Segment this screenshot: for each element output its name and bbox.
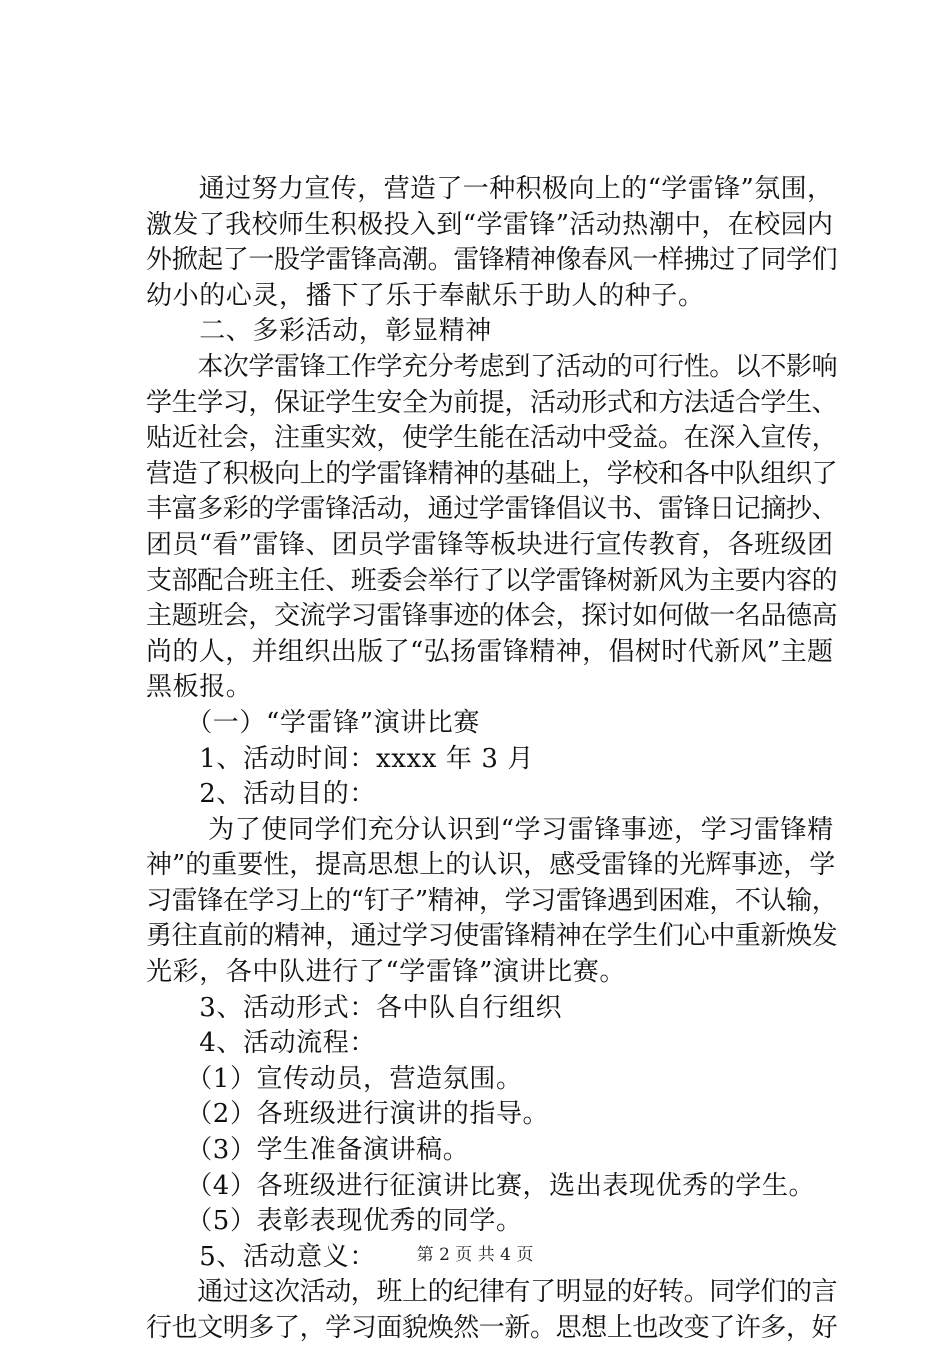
text-line: 为了使同学们充分认识到“学习雷锋事迹，学习雷锋精 <box>146 814 834 845</box>
text-line: 团员“看”雷锋、团员学雷锋等板块进行宣传教育，各班级团 <box>146 529 834 560</box>
text-line: 丰富多彩的学雷锋活动，通过学雷锋倡议书、雷锋日记摘抄、 <box>146 494 838 525</box>
text-line: 勇往直前的精神，通过学习使雷锋精神在学生们心中重新焕发 <box>146 921 838 952</box>
text-line: 本次学雷锋工作学充分考虑到了活动的可行性。以不影响 <box>146 351 838 382</box>
text-line: 5、活动意义： <box>146 1241 376 1272</box>
text-line: 1、活动时间：xxxx 年 3 月 <box>146 743 534 774</box>
text-line: （一）“学雷锋”演讲比赛 <box>146 707 480 738</box>
text-line: （2）各班级进行演讲的指导。 <box>146 1099 550 1130</box>
text-line: 二、多彩活动，彰显精神 <box>146 316 492 347</box>
document-body <box>146 172 836 1347</box>
text-line: 神”的重要性，提高思想上的认识，感受雷锋的光辉事迹，学 <box>146 850 836 881</box>
text-line: 黑板报。 <box>146 672 253 703</box>
text-line: （3）学生准备演讲稿。 <box>146 1135 470 1166</box>
text-line: 支部配合班主任、班委会举行了以学雷锋树新风为主要内容的 <box>146 565 838 596</box>
text-line: （1）宣传动员，营造氛围。 <box>146 1063 523 1094</box>
text-line: 光彩，各中队进行了“学雷锋”演讲比赛。 <box>146 957 626 988</box>
text-line: 行也文明多了，学习面貌焕然一新。思想上也改变了许多，好 <box>146 1313 838 1343</box>
text-line: 学生学习，保证学生安全为前提，活动形式和方法适合学生、 <box>146 387 838 418</box>
text-line: 尚的人，并组织出版了“弘扬雷锋精神，倡树时代新风”主题 <box>146 636 834 667</box>
text-line: 幼小的心灵，播下了乐于奉献乐于助人的种子。 <box>146 280 705 311</box>
text-line: 激发了我校师生积极投入到“学雷锋”活动热潮中，在校园内 <box>146 209 834 240</box>
text-line: 主题班会，交流学习雷锋事迹的体会，探讨如何做一名品德高 <box>146 601 838 632</box>
text-line: 营造了积极向上的学雷锋精神的基础上，学校和各中队组织了 <box>146 458 838 489</box>
text-line: 习雷锋在学习上的“钉子”精神，学习雷锋遇到困难，不认输， <box>146 885 838 916</box>
text-line: （4）各班级进行征演讲比赛，选出表现优秀的学生。 <box>146 1170 816 1201</box>
text-line: 3、活动形式：各中队自行组织 <box>146 992 563 1023</box>
text-line: 贴近社会，注重实效，使学生能在活动中受益。在深入宣传， <box>146 423 838 454</box>
text-line: 2、活动目的： <box>146 779 376 810</box>
text-line: 通过这次活动，班上的纪律有了明显的好转。同学们的言 <box>146 1277 838 1308</box>
text-line: 通过努力宣传，营造了一种积极向上的“学雷锋”氛围， <box>146 174 834 204</box>
text-line: （5）表彰表现优秀的同学。 <box>146 1206 523 1237</box>
text-line: 4、活动流程： <box>146 1028 376 1059</box>
text-line: 外掀起了一股学雷锋高潮。雷锋精神像春风一样拂过了同学们 <box>146 245 838 276</box>
page-number-footer: 第 2 页 共 4 页 <box>416 1245 534 1265</box>
